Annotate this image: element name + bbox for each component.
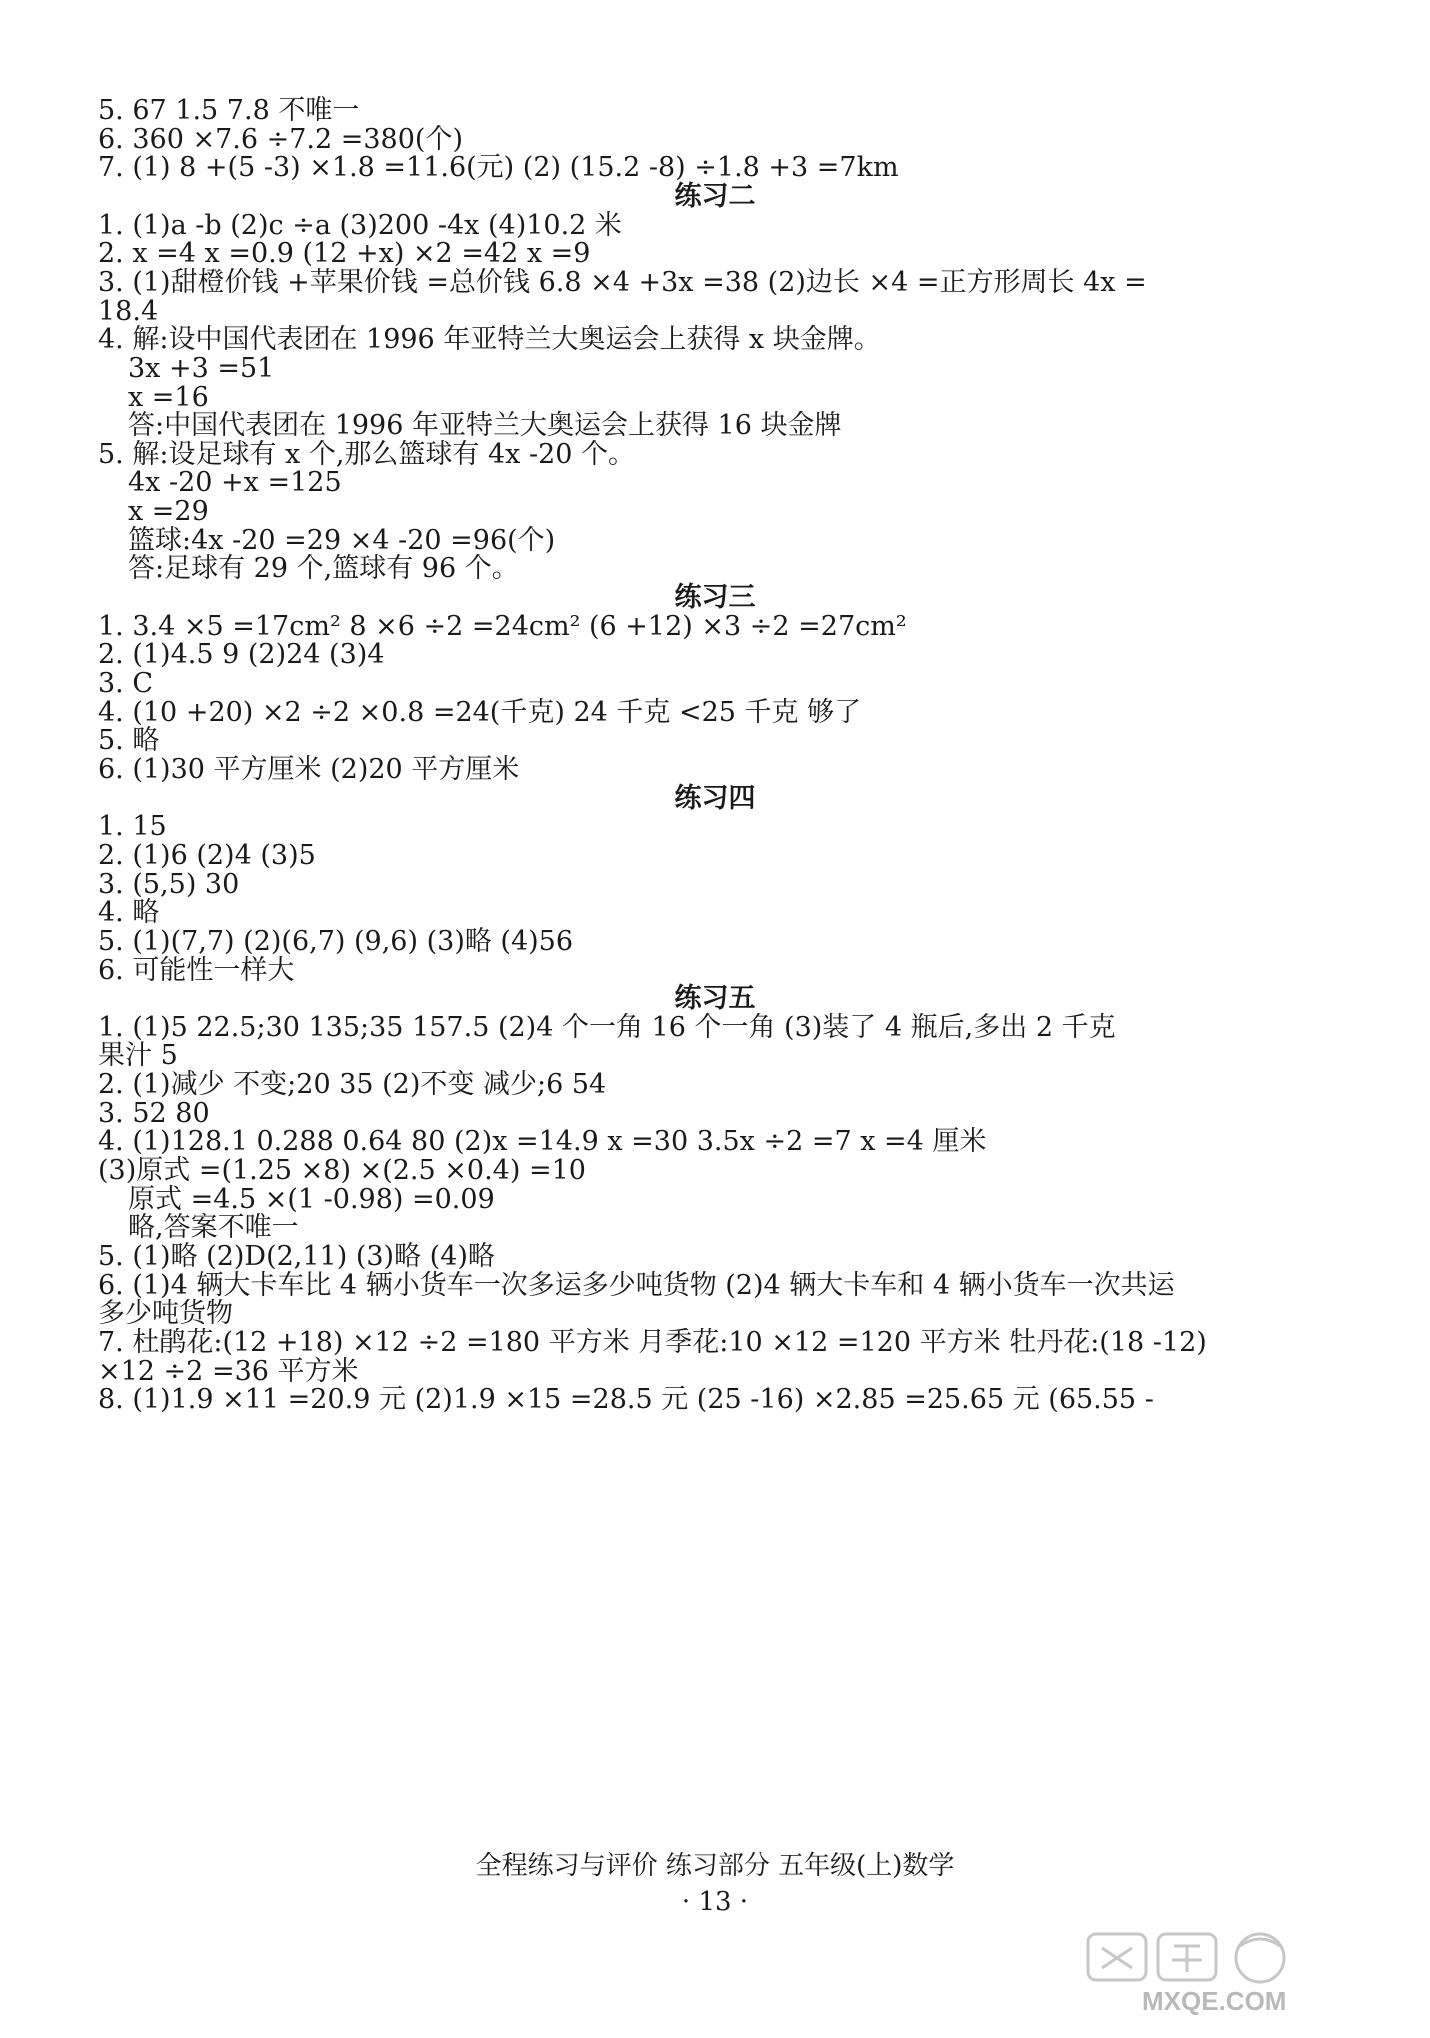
section-heading <box>0 780 1430 817</box>
answer-line-text: 8. (1)1.9 ×11 =20.9 元 (2)1.9 ×15 =28.5 元 (25 -16) ×2.85 =25.65 元 (65.55 - <box>98 1384 1154 1416</box>
section-heading-text: 练习五 <box>674 983 756 1015</box>
answer-line-text: 2. (1)6 (2)4 (3)5 <box>98 839 316 871</box>
answer-line-text: 1. 15 <box>98 811 167 843</box>
watermark-logo <box>1082 1928 1402 2016</box>
section-heading-text: 练习二 <box>674 180 756 212</box>
answer-line <box>98 1381 1154 1418</box>
answer-line-text: 4x -20 +x =125 <box>128 467 342 499</box>
answer-line-text: 答:中国代表团在 1996 年亚特兰大奥运会上获得 16 块金牌 <box>128 410 842 442</box>
answer-line-text: 7. (1) 8 +(5 -3) ×1.8 =11.6(元) (2) (15.2 -8) ÷1.8 +3 =7km <box>98 152 899 184</box>
answer-line-text: 3x +3 =51 <box>128 352 275 384</box>
answer-line-text: 多少吨货物 <box>98 1298 233 1330</box>
answer-line-text: 5. (1)略 (2)D(2,11) (3)略 (4)略 <box>98 1241 495 1272</box>
answer-line-text: 6. 可能性一样大 <box>98 954 295 986</box>
answer-line <box>98 1267 1175 1304</box>
answer-line-text: 3. (1)甜橙价钱 +苹果价钱 =总价钱 6.8 ×4 +3x =38 (2)边长 ×4 =正方形周长 4x = <box>98 266 1147 298</box>
answer-line-text: 略,答案不唯一 <box>128 1212 299 1244</box>
answer-line-text: 4. 略 <box>98 897 160 929</box>
answer-line <box>98 1009 1116 1046</box>
answer-line-text: 6. (1)4 辆大卡车比 4 辆小货车一次多运多少吨货物 (2)4 辆大卡车和 4 辆小货车一次共运 <box>98 1269 1175 1301</box>
answer-line-text: 1. (1)5 22.5;30 135;35 157.5 (2)4 个一角 16 个一角 (3)装了 4 瓶后,多出 2 千克 <box>98 1011 1116 1043</box>
page-number: · 13 · <box>681 1887 749 1917</box>
answer-line-text: 18.4 <box>98 295 159 327</box>
answer-line-text: 7. 杜鹃花:(12 +18) ×12 ÷2 =180 平方米 月季花:10 ×12 =120 平方米 牡丹花:(18 -12) <box>98 1326 1207 1358</box>
answer-line-text: 3. C <box>98 668 154 699</box>
answer-line-text: x =29 <box>128 496 209 528</box>
section-heading-text: 练习四 <box>674 782 756 814</box>
answer-line-text: 2. (1)减少 不变;20 35 (2)不变 减少;6 54 <box>98 1069 607 1101</box>
answer-line-text: 1. (1)a -b (2)c ÷a (3)200 -4x (4)10.2 米 <box>98 209 622 241</box>
answer-line-text: 4. (1)128.1 0.288 0.64 80 (2)x =14.9 x =30 3.5x ÷2 =7 x =4 厘米 <box>98 1126 987 1158</box>
answer-line-text: x =16 <box>128 381 209 413</box>
answer-line-text: 5. (1)(7,7) (2)(6,7) (9,6) (3)略 (4)56 <box>98 925 574 957</box>
answer-line-text: 2. x =4 x =0.9 (12 +x) ×2 =42 x =9 <box>98 238 591 270</box>
answer-line-text: 5. 解:设足球有 x 个,那么篮球有 4x -20 个。 <box>98 438 636 470</box>
answer-line-text: 篮球:4x -20 =29 ×4 -20 =96(个) <box>128 524 556 556</box>
svg-text:MXQE.COM: MXQE.COM <box>1142 1986 1287 2016</box>
answer-line <box>98 264 1147 301</box>
answer-line-text: 6. 360 ×7.6 ÷7.2 =380(个) <box>98 123 463 155</box>
answer-line-text: 6. (1)30 平方厘米 (2)20 平方厘米 <box>98 753 520 785</box>
answer-line <box>98 694 861 731</box>
footer-book-title: 全程练习与评价 练习部分 五年级(上)数学 <box>475 1851 955 1881</box>
answer-line-text: 3. 52 80 <box>98 1097 210 1129</box>
section-heading-text: 练习三 <box>674 582 756 614</box>
answer-line-text: (3)原式 =(1.25 ×8) ×(2.5 ×0.4) =10 <box>98 1155 586 1187</box>
answer-line-text: 原式 =4.5 ×(1 -0.98) =0.09 <box>128 1183 495 1215</box>
answer-line-text: 5. 略 <box>98 725 160 757</box>
answer-line-text: 果汁 5 <box>98 1040 178 1072</box>
answer-line-text: ×12 ÷2 =36 平方米 <box>98 1355 359 1387</box>
answer-line-text: 答:足球有 29 个,篮球有 96 个。 <box>128 553 519 585</box>
answer-line-text: 4. (10 +20) ×2 ÷2 ×0.8 =24(千克) 24 千克 <25 千克 够了 <box>98 696 862 728</box>
answer-line-text: 1. 3.4 ×5 =17cm² 8 ×6 ÷2 =24cm² (6 +12) ×3 ÷2 =27cm² <box>98 610 907 642</box>
answer-line-text: 3. (5,5) 30 <box>98 868 240 900</box>
answer-line-text: 4. 解:设中国代表团在 1996 年亚特兰大奥运会上获得 x 块金牌。 <box>98 324 881 356</box>
answer-line-text: 2. (1)4.5 9 (2)24 (3)4 <box>98 639 385 671</box>
answer-line-text: 5. 67 1.5 7.8 不唯一 <box>98 95 360 126</box>
